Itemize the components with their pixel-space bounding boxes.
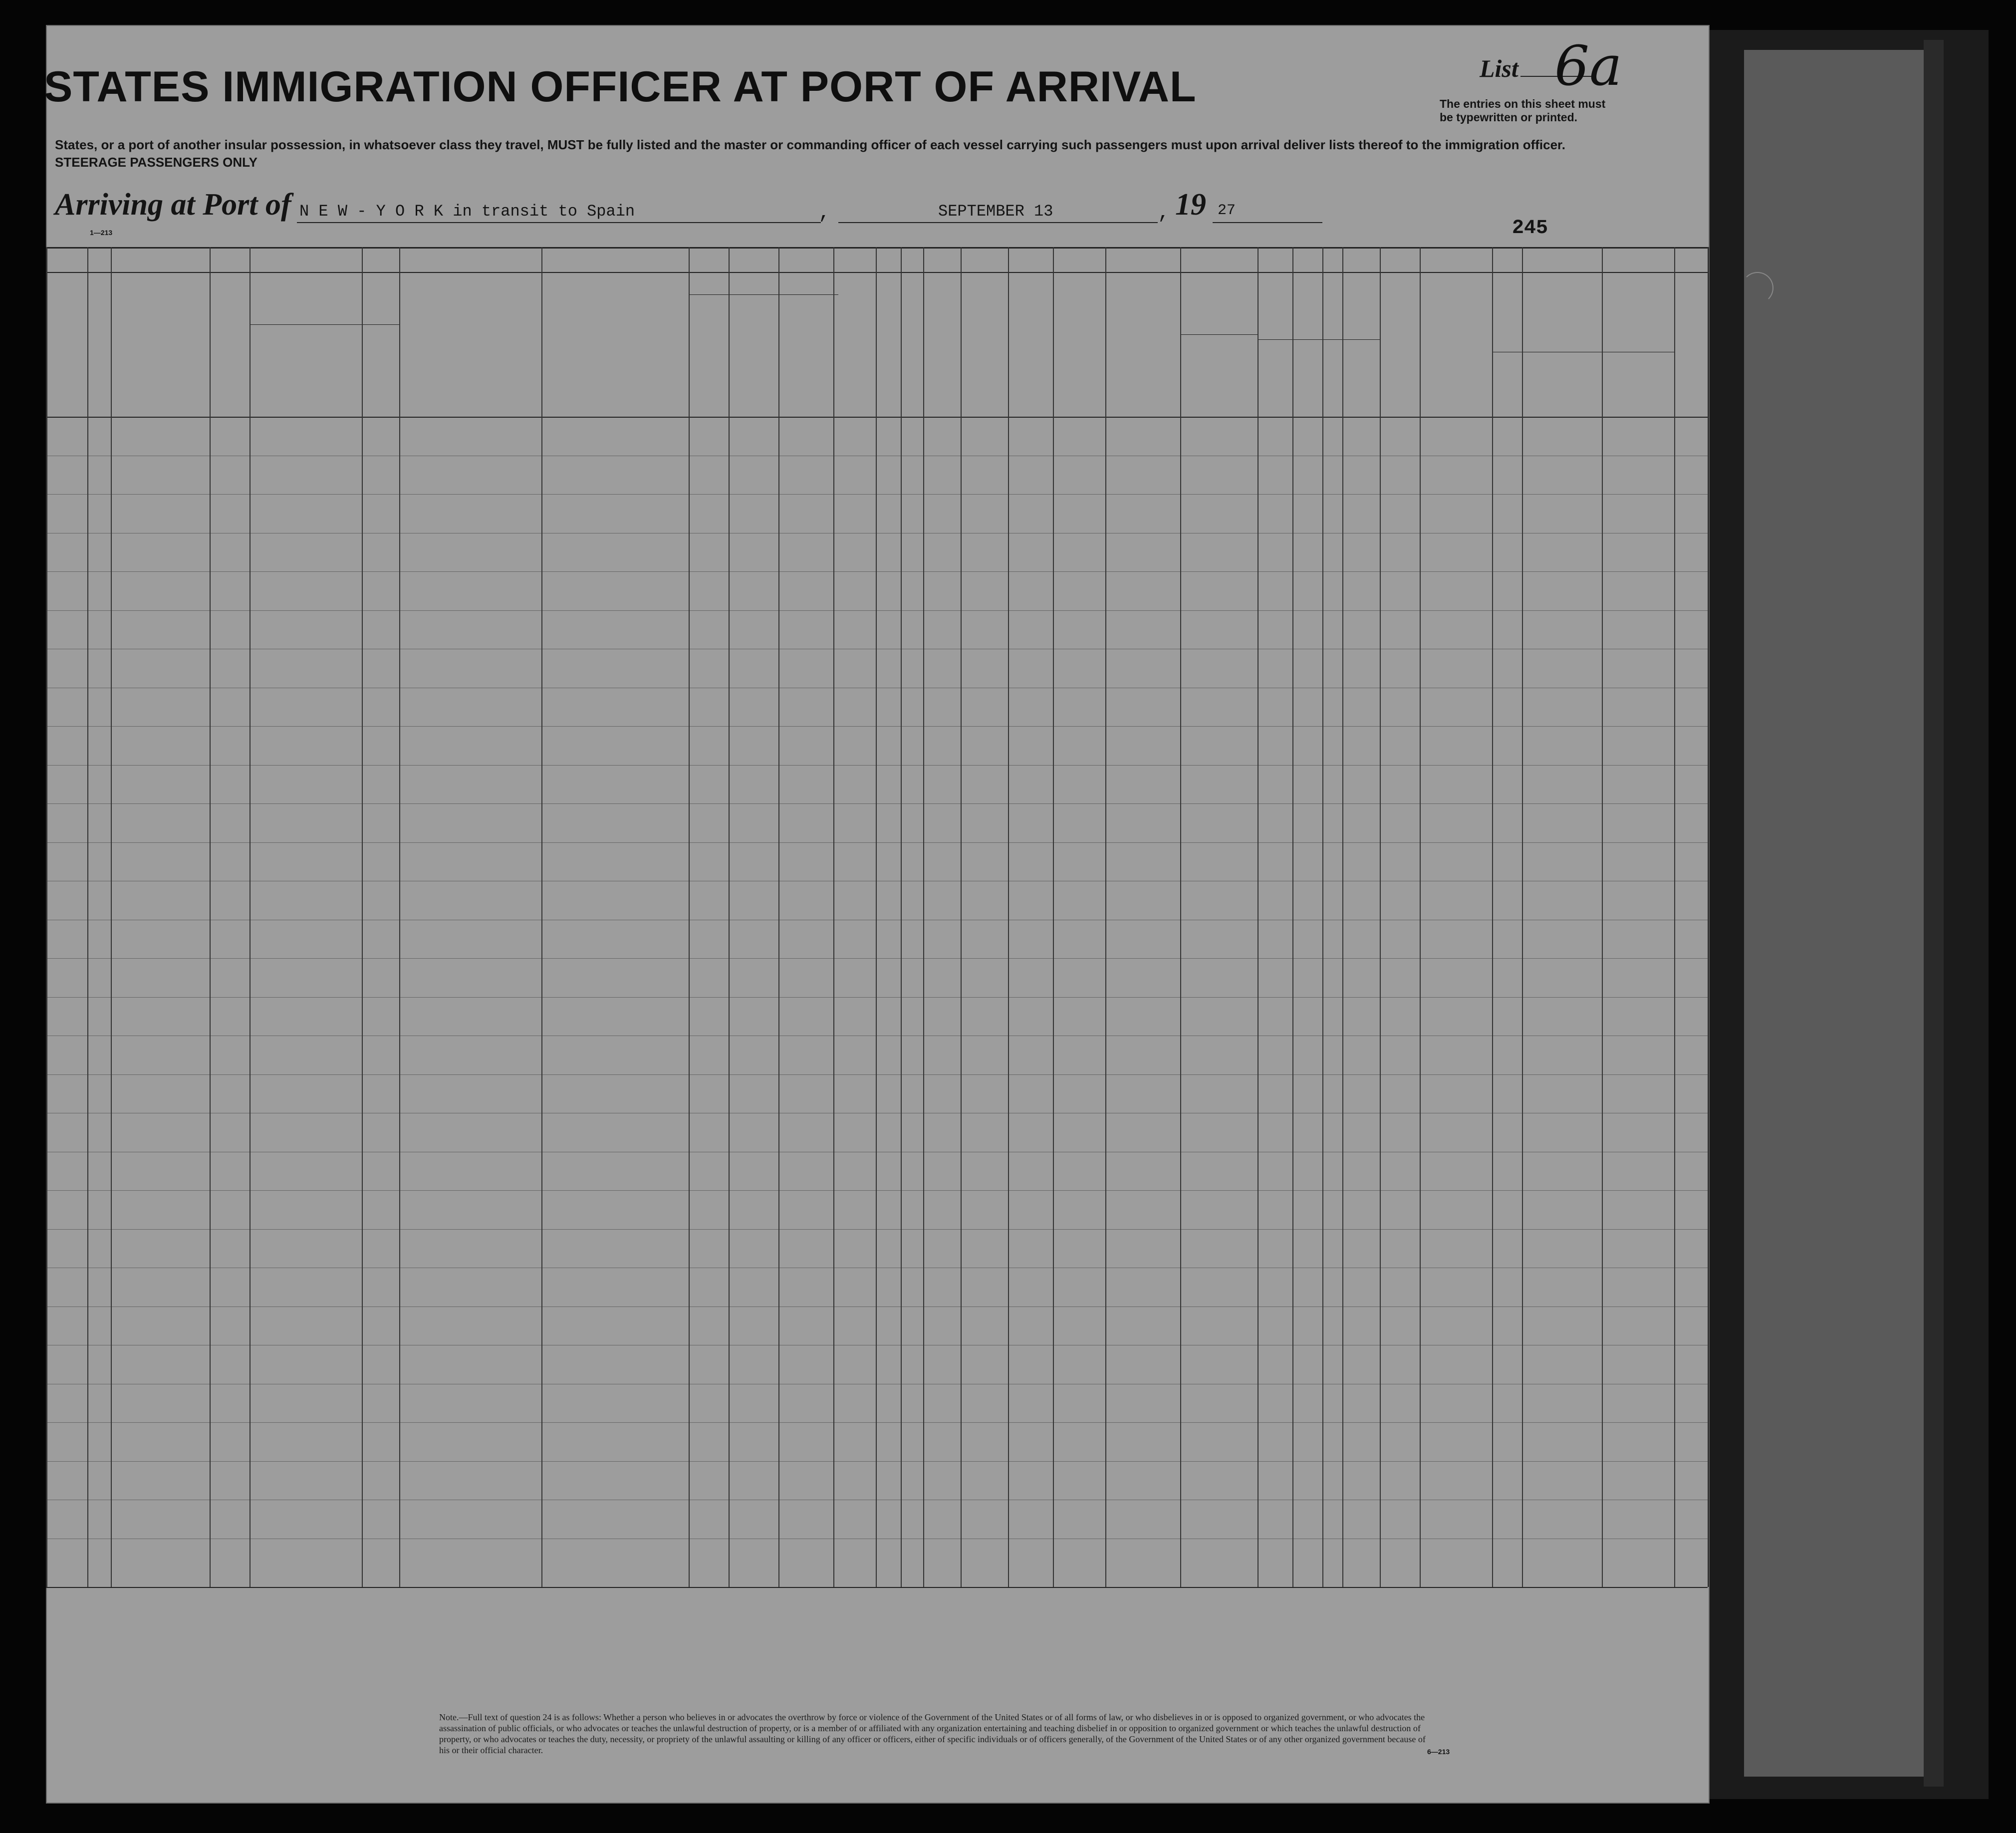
- adjacent-page-shadow: [1744, 50, 1934, 1777]
- subheader-rule: [250, 324, 399, 325]
- form-code: 1—213: [90, 229, 113, 237]
- grid-top-rule: [46, 247, 1708, 249]
- column-divider: [923, 247, 924, 1587]
- footer-note: Note.—Full text of question 24 is as follows: Whether a person who believes in or advocates the overthrow by force or violence of the Government of the United States or of all forms of law, or who disbelieves in or is opposed to organized government, or who advocates the assassination of public officials, or who advocates or teaches the unlawful destruction of property, or is a member of or affiliated with any organization entertaining and teaching disbelief in or opposition to organized government or which teaches the unlawful destruction of property, or who advocates or teaches the duty, necessity, or propriety of the unlawful assaulting or killing of any officer or officers, either of specific individuals or of officers generally, of the Government of the United States or of any other organized government because of his or their official character.: [439, 1712, 1426, 1755]
- row-divider: [46, 494, 1708, 495]
- row-divider: [46, 803, 1708, 804]
- binding-edge: [1924, 40, 1944, 1787]
- arriving-label: Arriving at Port of: [55, 188, 291, 222]
- subheader-rule: [1180, 334, 1258, 335]
- row-divider: [46, 1461, 1708, 1462]
- grid-header-rule: [46, 417, 1708, 418]
- column-divider: [961, 247, 962, 1587]
- class-line: STEERAGE PASSENGERS ONLY: [55, 155, 257, 170]
- column-divider: [46, 247, 47, 1587]
- footer-form-code: 6—213: [1427, 1748, 1450, 1756]
- column-divider: [1258, 247, 1259, 1587]
- column-divider: [399, 247, 400, 1587]
- row-divider: [46, 1229, 1708, 1230]
- column-divider: [87, 247, 88, 1587]
- date-underline: [838, 222, 1158, 223]
- manifest-sheet: [46, 25, 1710, 1804]
- date-value: SEPTEMBER 13: [938, 202, 1053, 221]
- port-value: N E W - Y O R K in transit to Spain: [299, 202, 635, 221]
- row-divider: [46, 571, 1708, 572]
- row-divider: [46, 958, 1708, 959]
- column-divider: [1342, 247, 1343, 1587]
- column-divider: [1602, 247, 1603, 1587]
- column-divider: [876, 247, 877, 1587]
- column-divider: [111, 247, 112, 1587]
- list-label: List: [1480, 54, 1518, 82]
- year-prefix: 19: [1175, 188, 1206, 222]
- column-divider: [778, 247, 779, 1587]
- page-title: STATES IMMIGRATION OFFICER AT PORT OF ARRIVAL: [44, 63, 1197, 111]
- row-divider: [46, 726, 1708, 727]
- column-divider: [1708, 247, 1709, 1587]
- margin-mark: [1742, 272, 1773, 304]
- row-divider: [46, 1074, 1708, 1075]
- column-divider: [1674, 247, 1675, 1587]
- column-divider: [210, 247, 211, 1587]
- grid-bottom-rule: [46, 1587, 1708, 1588]
- column-divider: [1105, 247, 1106, 1587]
- column-divider: [1053, 247, 1054, 1587]
- column-divider: [729, 247, 730, 1587]
- column-divider: [1420, 247, 1421, 1587]
- column-divider: [250, 247, 251, 1587]
- column-divider: [1322, 247, 1323, 1587]
- column-divider: [1180, 247, 1181, 1587]
- column-divider: [1008, 247, 1009, 1587]
- column-divider: [689, 247, 690, 1587]
- column-divider: [833, 247, 834, 1587]
- row-divider: [46, 997, 1708, 998]
- row-divider: [46, 1190, 1708, 1191]
- typewritten-note: The entries on this sheet must be typewritten or printed.: [1440, 97, 1606, 124]
- column-divider: [1380, 247, 1381, 1587]
- column-divider: [541, 247, 542, 1587]
- subheader-rule: [1258, 339, 1380, 340]
- row-divider: [46, 842, 1708, 843]
- column-divider: [1522, 247, 1523, 1587]
- grid-number-rule: [46, 272, 1708, 273]
- column-divider: [362, 247, 363, 1587]
- year-suffix: 27: [1218, 202, 1236, 219]
- list-number: 6a: [1554, 34, 1622, 98]
- row-divider: [46, 765, 1708, 766]
- row-divider: [46, 610, 1708, 611]
- column-divider: [1492, 247, 1493, 1587]
- instruction-line: States, or a port of another insular possession, in whatsoever class they travel, MUST be fully listed and the master or commanding officer of each vessel carrying such passengers must upon arrival deliver lists thereof to the immigration officer.: [55, 137, 1565, 152]
- sheet-number: 245: [1512, 217, 1548, 240]
- column-divider: [1292, 247, 1293, 1587]
- list-label-group: [1480, 34, 1622, 98]
- port-underline: [297, 222, 821, 223]
- column-divider: [901, 247, 902, 1587]
- subheader-rule: [689, 294, 838, 295]
- row-divider: [46, 1422, 1708, 1423]
